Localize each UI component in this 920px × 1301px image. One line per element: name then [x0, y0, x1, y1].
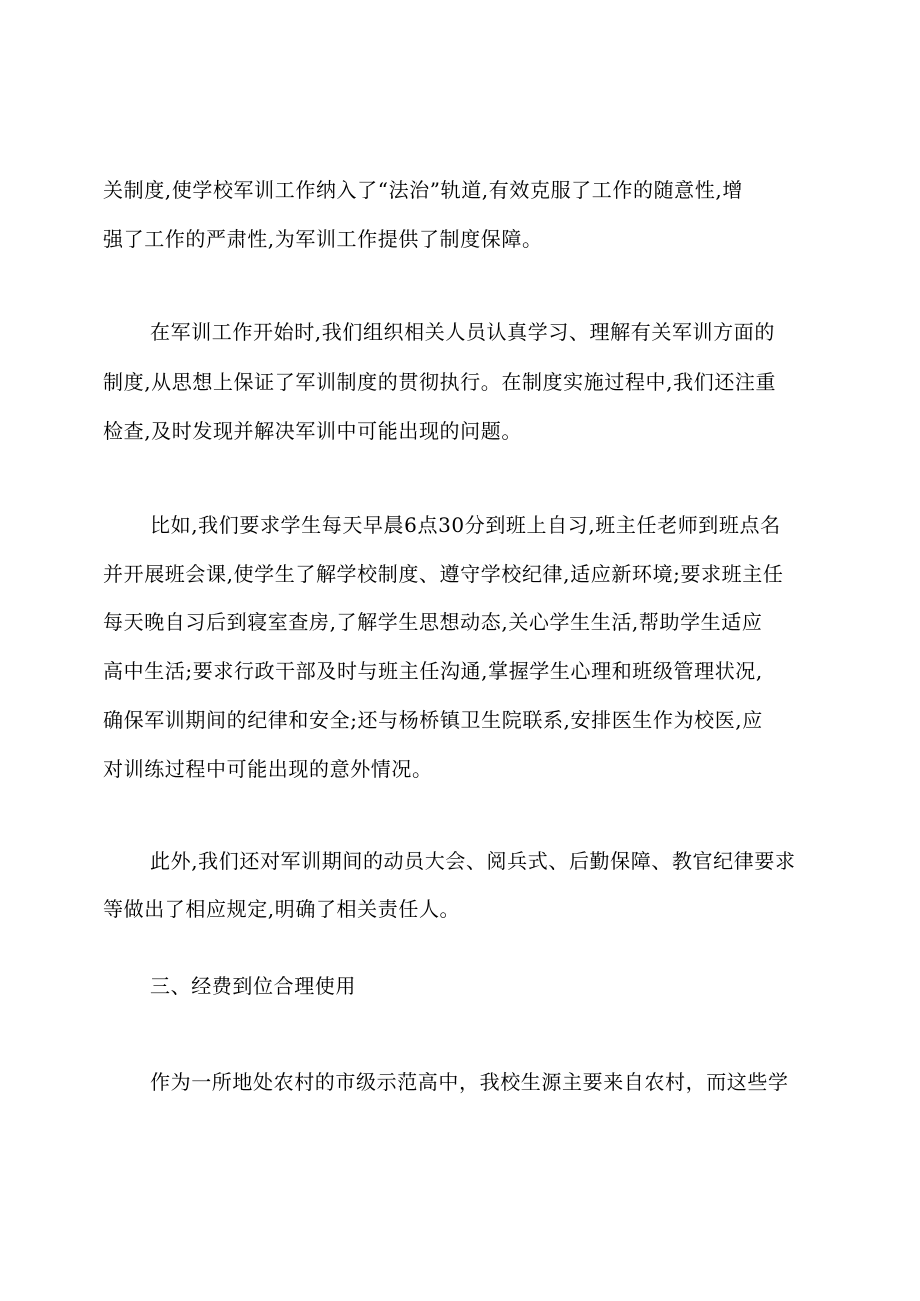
paragraph-3-line-1: 比如,我们要求学生每天早晨6点30分到班上自习,班主任老师到班点名	[150, 513, 781, 537]
paragraph-3-line-4: 高中生活;要求行政干部及时与班主任沟通,掌握学生心理和班级管理状况,	[103, 659, 763, 683]
paragraph-5-line-1: 作为一所地处农村的市级示范高中，我校生源主要来自农村，而这些学	[150, 1070, 789, 1094]
paragraph-3-line-5: 确保军训期间的纪律和安全;还与杨桥镇卫生院联系,安排医生作为校医,应	[103, 708, 763, 732]
paragraph-1-line-2: 强了工作的严肃性,为军训工作提供了制度保障。	[103, 227, 543, 251]
paragraph-2-line-1: 在军训工作开始时,我们组织相关人员认真学习、理解有关军训方面的	[150, 320, 775, 344]
paragraph-1-line-1: 关制度,使学校军训工作纳入了“法治”轨道,有效克服了工作的随意性,增	[103, 178, 743, 202]
section-heading: 三、经费到位合理使用	[150, 974, 356, 998]
paragraph-3-line-2: 并开展班会课,使学生了解学校制度、遵守学校纪律,适应新环境;要求班主任	[103, 562, 784, 586]
paragraph-2-line-3: 检查,及时发现并解决军训中可能出现的问题。	[103, 419, 522, 443]
paragraph-3-line-3: 每天晚自习后到寝室查房,了解学生思想动态,关心学生生活,帮助学生适应	[103, 610, 763, 634]
paragraph-3-line-6: 对训练过程中可能出现的意外情况。	[103, 757, 433, 781]
paragraph-2-line-2: 制度,从思想上保证了军训制度的贯彻执行。在制度实施过程中,我们还注重	[103, 370, 777, 394]
paragraph-4-line-2: 等做出了相应规定,明确了相关责任人。	[103, 897, 461, 921]
paragraph-4-line-1: 此外,我们还对军训期间的动员大会、阅兵式、后勤保障、教官纪律要求	[150, 849, 796, 873]
